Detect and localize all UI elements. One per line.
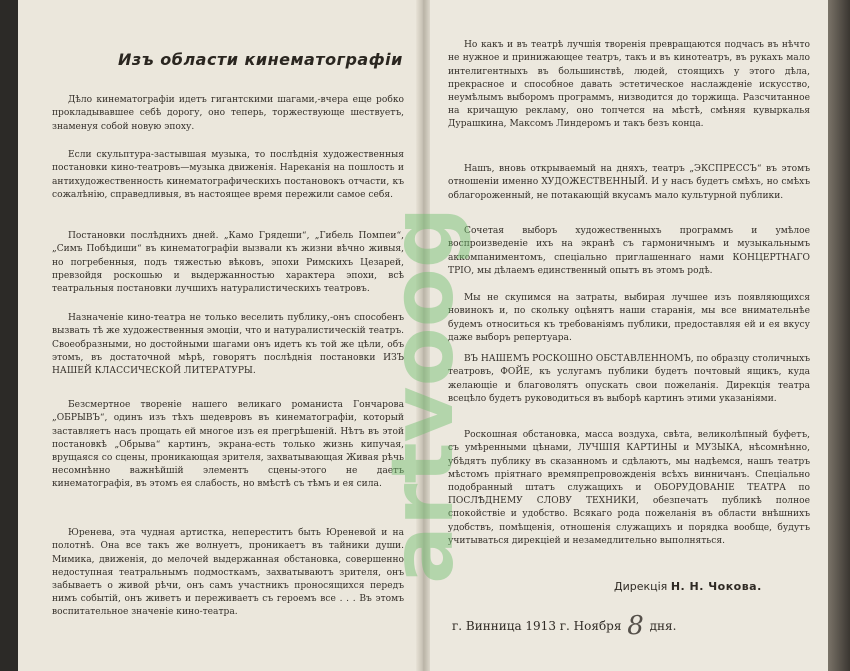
paragraph: Мы не скупимся на затраты, выбирая лучшее изъ появляющихся новинокъ и, по скольку оцѣнятъ наши старанія, мы все внимательнѣе будемъ относиться къ требованіямъ публики, предоставляя ей и ея вкусу даже выборъ репертуара. [448, 293, 810, 343]
date-prefix: г. Винница 1913 г. Ноября [452, 619, 622, 633]
paragraph: Постановки послѣднихъ дней. „Камо Грядеши“, „Гибель Помпеи“, „Симъ Побѣдиши“ въ кинематографіи вызвали къ жизни вѣчно живыя, но погребенныя, подъ тяжестью вѣковъ, эпохи Римскихъ Цезарей, превзойдя роскошью и выдержанностью характера эпохи, всѣ театральныя постановки лучшихъ натуралистическихъ театровъ. [52, 231, 404, 294]
paragraph: Роскошная обстановка, масса воздуха, свѣта, великолѣпный буфетъ, съ умѣренными цѣнами, ЛУЧШІЯ КАРТИНЫ и МУЗЫКА, нѣсомнѣнно, убѣдятъ публику въ сказанномъ и сдѣлаютъ, мы надѣемся, нашъ театръ мѣстомъ пріятнаго времяпрепровожденія всѣхъ винничанъ. Спеціально подобранный штатъ служащихъ и ОБОРУДОВАНІЕ ТЕАТРА по ПОСЛѢДНЕМУ СЛОВУ ТЕХНИКИ, обезпечатъ публикѣ полное спокойствіе и удобство. Всякаго рода пожеланія въ области внѣшнихъ удобствъ, помѣщенія, отношенія служащихъ и порядка вообще, будутъ учитываться дирекціей и незамедлительно выполняться. [448, 430, 810, 546]
paragraph: Юренева, эта чудная артистка, непереститъ быть Юреневой и на полотнѣ. Она все такъ же волнуетъ, проникаетъ въ тайники души. Мимика, движенія, до мелочей выдержанная обстановка, совершенно недоступная театральнымъ подмосткамъ, захватываютъ зрителя, онъ забываетъ о живой рѣчи, онъ самъ участникъ проносящихся передъ нимъ событій, онъ живетъ и переживаетъ съ героемъ все . . . Въ этомъ воспитательное значеніе кино-театра. [52, 528, 404, 618]
background-edge [828, 0, 850, 671]
page-gutter [416, 0, 430, 671]
page-title: Изъ области кинематографіи [118, 50, 403, 69]
signature-label: Дирекція [614, 580, 668, 593]
paragraph: Сочетая выборъ художественныхъ программъ и умѣлое воспроизведеніе ихъ на экранѣ съ гармоничнымъ и музыкальнымъ аккомпаниментомъ, спеціально приглашеннаго нами КОНЦЕРТНАГО ТРІО, мы дѣлаемъ единственный опытъ въ этомъ родѣ. [448, 226, 810, 276]
date-line [452, 607, 677, 641]
date-suffix: дня. [649, 619, 677, 633]
paragraph: Безсмертное твореніе нашего великаго романиста Гончарова „ОБРЫВЪ“, одинъ изъ тѣхъ шедевровъ въ кинематографіи, который заставляетъ насъ прощать ей многое изъ ея прегрѣшеній. Нѣтъ въ этой постановкѣ „Обрыва“ картинъ, экрана-есть только жизнь кипучая, врущаяся со сцены, проникающая зрителя, захватывающая Живая рѣчь несомнѣнно важнѣйшій элементъ сцены-этого не даетъ кинематографія, въ этомъ ея слабость, но вмѣстѣ съ тѣмъ и ея сила. [52, 400, 404, 490]
handwritten-day: 8 [627, 611, 644, 641]
paragraph: Назначеніе кино-театра не только веселить публику,-онъ способенъ вызвать тѣ же художественныя эмоціи, что и натуралистическій театръ. Своеобразными, но достойными шагами онъ идетъ къ той же цѣли, объ этомъ, въ достаточной мѣрѣ, говорятъ послѣднія постановки ИЗЪ НАШЕЙ КЛАССИЧЕСКОЙ ЛИТЕРАТУРЫ. [52, 313, 404, 376]
paragraph: Дѣло кинематографіи идетъ гигантскими шагами,-вчера еще робко прокладывавшее себѣ дорогу, оно теперь, торжествующе шествуетъ, знаменуя собой новую эпоху. [52, 95, 404, 132]
paragraph: Нашъ, вновь открываемый на дняхъ, театръ „ЭКСПРЕССЪ“ въ этомъ отношеніи именно ХУДОЖЕСТВЕННЫЙ. И у насъ будетъ смѣхъ, но смѣхъ облагороженный, не потакающій вкусамъ мало культурной публики. [448, 164, 810, 201]
paragraph: Но какъ и въ театрѣ лучшія творенія превращаются подчасъ въ нѣчто не нужное и принижающее театръ, такъ и въ кинотеатръ, въ рукахъ мало интелигентныхъ въ большинствѣ, людей, стоящихъ у этого дѣла, прекрасное и способное давать эстетическое наслажденіе искусство, неумѣлымъ выборомъ программъ, низводится до торжища. Разсчитанное на кричащую рекламу, оно топчется на мѣстѣ, смѣняя кувыркалья Дурашкина, Максомъ Линдеромъ и такъ безъ конца. [448, 40, 810, 130]
paragraph: Если скульптура-застывшая музыка, то послѣднія художественныя постановки кино-театровъ—музыка движенія. Нареканія на пошлость и антихудожественность кинематографическихъ постановокъ отчасти, къ сожалѣнію, справедливыя, въ настоящее время пережили самое себя. [52, 150, 404, 200]
paragraph: ВЪ НАШЕМЪ РОСКОШНО ОБСТАВЛЕННОМЪ, по образцу столичныхъ театровъ, ФОЙЕ, къ услугамъ публики будетъ почтовый ящикъ, куда желающіе и благоволятъ опускать свои пожеланія. Дирекція театра всецѣло будетъ руководиться въ выборѣ картинъ этими указаніями. [448, 354, 810, 404]
watermark-text: artvoog [373, 206, 473, 584]
signature [614, 580, 762, 593]
signature-name: Н. Н. Чокова. [670, 580, 762, 593]
